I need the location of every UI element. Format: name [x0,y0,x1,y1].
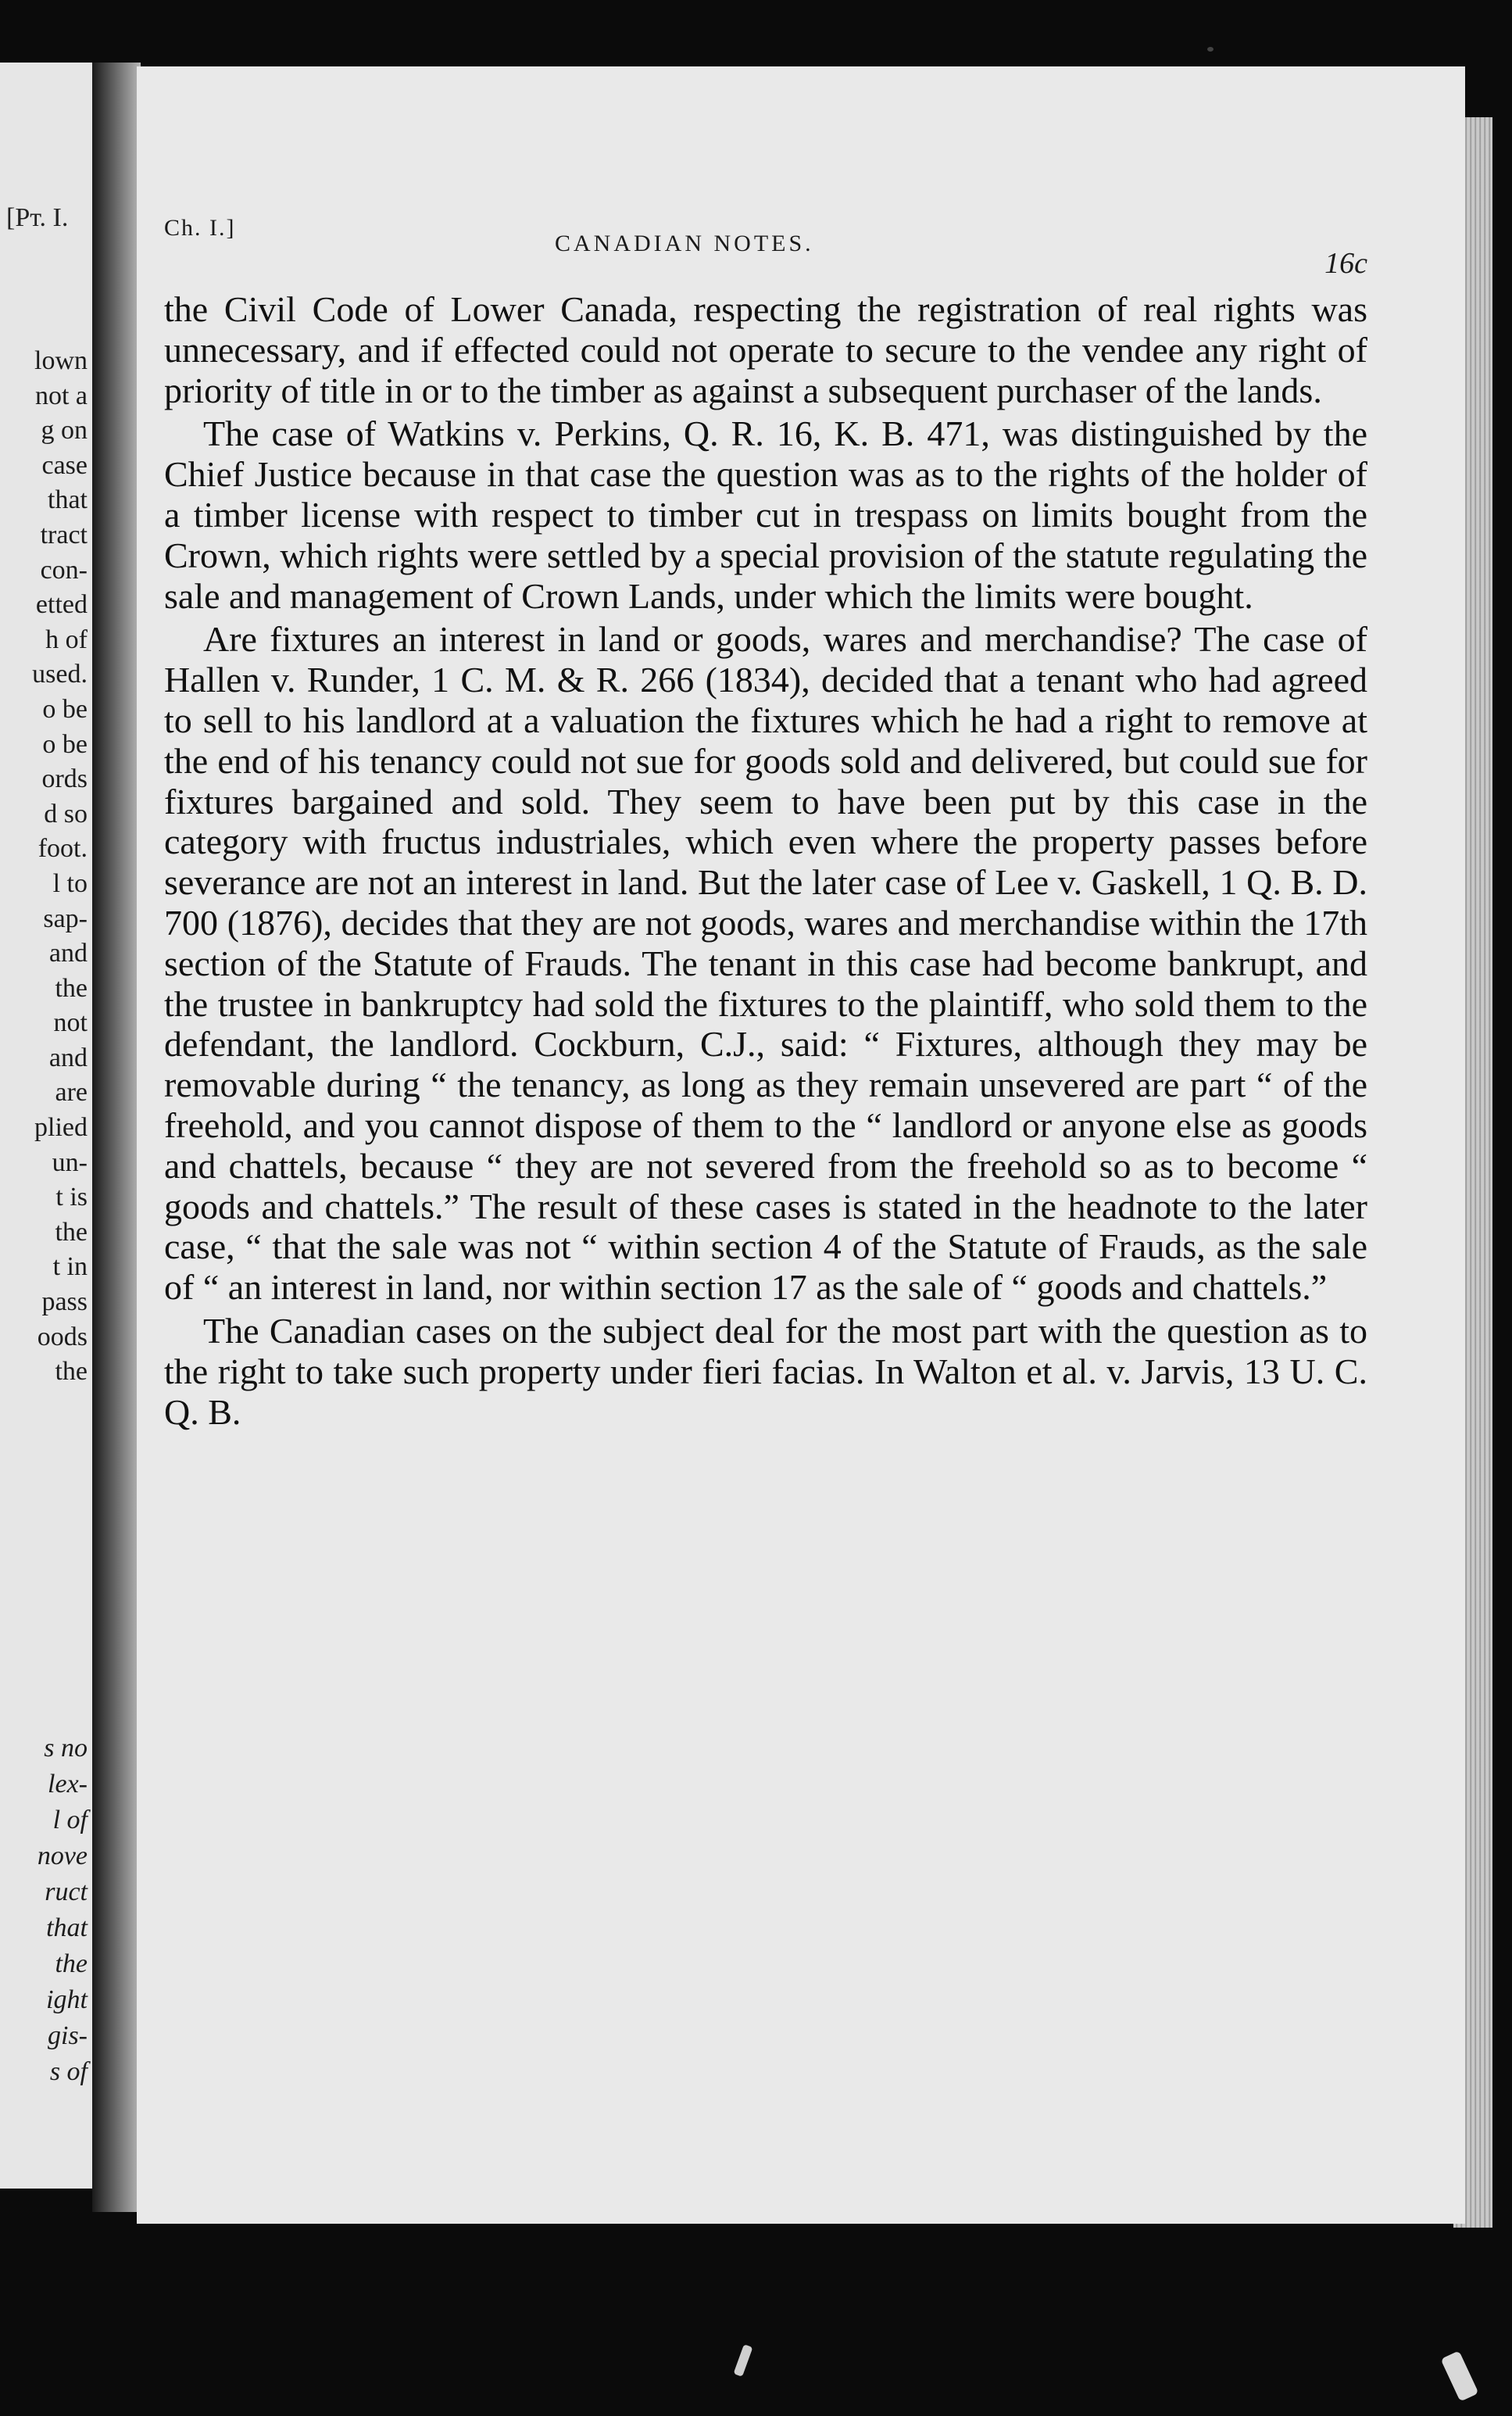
left-page-line: oods [37,1322,88,1351]
body-text [164,289,1367,1432]
paragraph: the Civil Code of Lower Canada, respecting the registration of real rights was unnecessary, and if effected could not operate to secure to the vendee any right of priority of title in or to the timber as against a subsequent purchaser of the lands. [164,289,1367,410]
left-page-line: gis- [48,2021,88,2050]
left-page-line: are [55,1078,88,1108]
left-page-header: [Pт. I. [6,203,69,232]
left-page-footnote-text [0,1731,92,2090]
left-page-line: nove [37,1842,88,1870]
left-page-line: the [55,1217,88,1247]
left-page-line: lex- [48,1770,88,1799]
left-page-line: l of [52,1806,88,1834]
left-page-line: g on [41,416,88,446]
left-page-line: d so [44,799,88,829]
page-header [164,215,1367,280]
left-facing-page [0,63,94,2189]
left-page-line: s of [49,2057,88,2086]
left-page-line: ruct [45,1877,88,1906]
left-page-line: o be [42,729,88,759]
scan-speck [1441,2350,1479,2401]
paragraph: The case of Watkins v. Perkins, Q. R. 16, K. B. 471, was distinguished by the Chief Justice because in that case the question was as to the rights of the holder of a timber license with respect to timber cut in trespass on limits bought from the Crown, which rights were settled by a special provision of the statute regulating the sale and management of Crown Lands, under which the limits were bought. [164,413,1367,616]
left-page-line: t in [52,1252,88,1282]
left-page-line: sap- [43,904,88,933]
left-page-line: l to [52,868,88,898]
book-gutter [92,63,141,2212]
left-page-line: tract [40,520,88,549]
left-page-line: ords [41,764,88,794]
left-page-line: con- [40,555,88,585]
left-page-line: h of [45,625,88,654]
left-page-line: case [41,450,88,480]
left-page-line: not [53,1008,88,1038]
left-page-line: pass [41,1287,88,1317]
page-number: 16c [1324,247,1367,280]
left-page-line: un- [52,1147,88,1177]
left-page-line: lown [34,346,88,375]
left-page-line: the [55,973,88,1003]
left-page-line: ight [46,1985,88,2014]
left-page-line: etted [35,590,88,620]
left-page-line: and [48,939,88,968]
scan-speck [1207,47,1214,52]
left-page-line: o be [42,694,88,724]
scan-speck [734,2344,753,2377]
paragraph: Are fixtures an interest in land or goods, wares and merchandise? The case of Hallen v. Runder, 1 C. M. & R. 266 (1834), decided that a tenant who had agreed to sell to his landlord at a valuation the fixtures which he had a right to remove at the end of his tenancy could not sue for goods sold and delivered, but could sue for fixtures bargained and sold. They seem to have been put by this case in the category with fructus industriales, which even where the property passes before severance are not an interest in land. But the later case of Lee v. Gaskell, 1 Q. B. D. 700 (1876), decides that they are not goods, wares and merchandise within the 17th section of the Statute of Frauds. The tenant in this case had become bankrupt, and the trustee in bankruptcy had sold the fixtures to the plaintiff, who sold them to the defendant, the landlord. Cockburn, C.J., said: “ Fixtures, although they may be removable during “ the tenancy, as long as they remain unsevered are part “ of the freehold, and you cannot dispose of them to the “ landlord or anyone else as goods and chattels, because “ they are not severed from the freehold so as to become “ goods and chattels.” The result of these cases is stated in the headnote to the later case, “ that the sale was not “ within section 4 of the Statute of Frauds, as the sale of “ an interest in land, nor within section 17 as the sale of “ goods and chattels.” [164,619,1367,1308]
left-page-line: s no [44,1734,88,1763]
left-page-line: the [55,1949,88,1978]
chapter-label: Ch. I.] [164,215,236,241]
left-page-line: and [48,1043,88,1072]
left-page-text [0,344,92,1390]
running-title: CANADIAN NOTES. [555,231,814,256]
left-page-line: plied [34,1113,88,1143]
left-page-line: not a [34,381,88,410]
left-page-line: t is [55,1183,88,1212]
left-page-line: the [55,1357,88,1387]
paragraph: The Canadian cases on the subject deal for the most part with the question as to the right to take such property under fieri facias. In Walton et al. v. Jarvis, 13 U. C. Q. B. [164,1310,1367,1432]
left-page-line: used. [32,660,88,689]
left-page-line: foot. [38,834,88,864]
book-page [137,66,1465,2224]
left-page-line: that [48,485,88,515]
left-page-line: that [46,1913,88,1942]
